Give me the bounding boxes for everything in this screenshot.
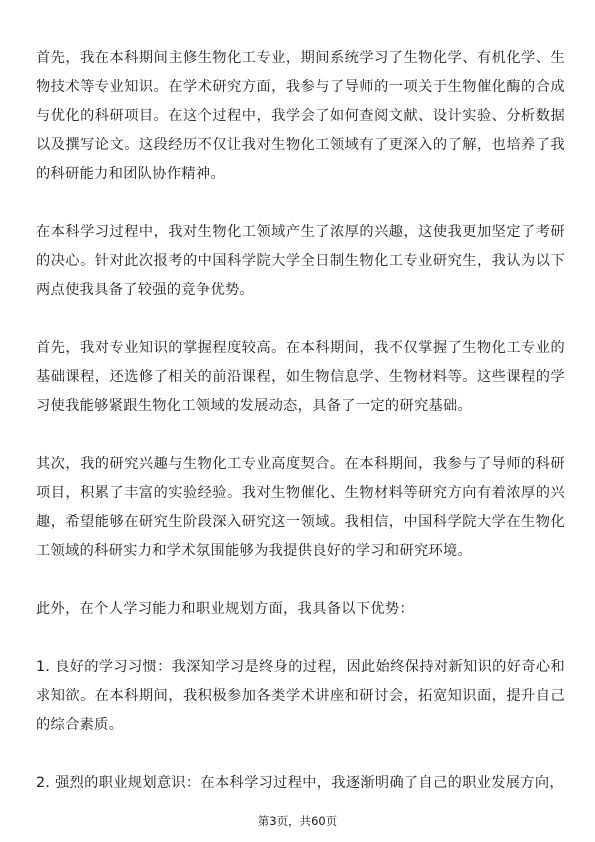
paragraph-research-interest: 其次，我的研究兴趣与生物化工专业高度契合。在本科期间，我参与了导师的科研项目，积累了丰富的实验经验。我对生物催化、生物材料等研究方向有着浓厚的兴趣，希望能够在研究生阶段深入研究这一领域。我相信，中国科学院大学在生物化工领域的科研实力和学术氛围能够为我提供良好的学习和研究环境。 <box>36 456 565 559</box>
list-item-learning-habits: 1. 良好的学习习惯：我深知学习是终身的过程，因此始终保持对新知识的好奇心和求知欲。在本科期间，我积极参加各类学术讲座和研讨会，拓宽知识面，提升自己的综合素质。 <box>36 659 565 733</box>
paragraph-knowledge-mastery: 首先，我对专业知识的掌握程度较高。在本科期间，我不仅掌握了生物化工专业的基础课程，还选修了相关的前沿课程，如生物信息学、生物材料等。这些课程的学习使我能够紧跟生物化工领域的发展动态，具备了一定的研究基础。 <box>36 340 565 414</box>
paragraph-major-background: 首先，我在本科期间主修生物化工专业，期间系统学习了生物化学、有机化学、生物技术等专业知识。在学术研究方面，我参与了导师的一项关于生物催化酶的合成与优化的科研项目。在这个过程中，我学会了如何查阅文献、设计实验、分析数据以及撰写论文。这段经历不仅让我对生物化工领域有了更深入的了解，也培养了我的科研能力和团队协作精神。 <box>36 50 565 182</box>
list-item-career-planning: 2. 强烈的职业规划意识：在本科学习过程中，我逐渐明确了自己的职业发展方向， <box>36 775 564 791</box>
paragraph-interest-motivation: 在本科学习过程中，我对生物化工领域产生了浓厚的兴趣，这使我更加坚定了考研的决心。针对此次报考的中国科学院大学全日制生物化工专业研究生，我认为以下两点使我具备了较强的竞争优势。 <box>36 224 565 298</box>
page-number: 第3页，共60页 <box>257 814 338 828</box>
document-body <box>36 44 565 827</box>
paragraph-additional-strengths-intro: 此外，在个人学习能力和职业规划方面，我具备以下优势： <box>36 601 414 617</box>
